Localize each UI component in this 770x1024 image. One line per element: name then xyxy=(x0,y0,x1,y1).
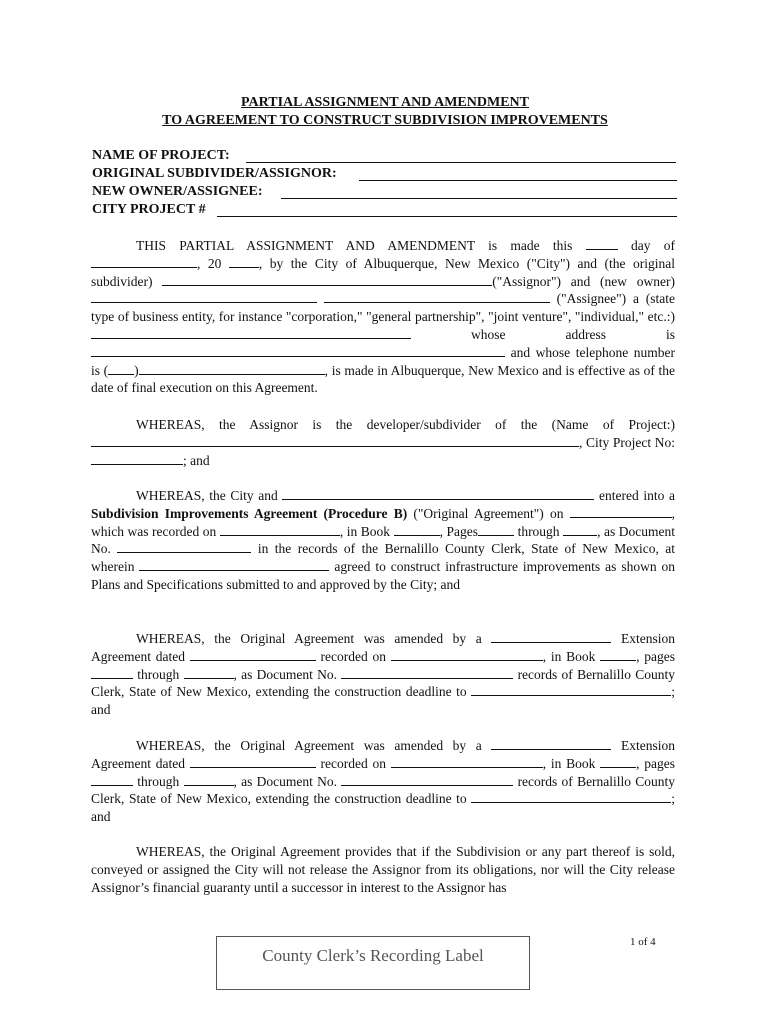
recording-label-text: County Clerk’s Recording Label xyxy=(262,946,484,965)
day-blank[interactable] xyxy=(586,237,618,250)
extension-book-blank[interactable] xyxy=(600,648,636,661)
extension-pages-to-blank-2[interactable] xyxy=(184,773,234,786)
extension-date-blank[interactable] xyxy=(190,648,316,661)
project-name-label: NAME OF PROJECT: xyxy=(92,148,230,163)
paragraph-whereas-1: WHEREAS, the Assignor is the developer/subdivider of the (Name of Project:) , City Project No: ; and xyxy=(91,416,675,469)
area-code-blank[interactable] xyxy=(108,362,134,375)
project-name-blank[interactable] xyxy=(91,434,579,447)
recorded-date-blank[interactable] xyxy=(220,523,340,536)
city-project-field[interactable] xyxy=(217,216,677,217)
extension-pages-to-blank[interactable] xyxy=(184,666,234,679)
deadline-blank[interactable] xyxy=(471,683,671,696)
recording-label-box xyxy=(216,936,530,990)
extension-type-blank-2[interactable] xyxy=(491,737,611,750)
extension-recorded-blank[interactable] xyxy=(391,648,543,661)
party-blank[interactable] xyxy=(282,487,594,500)
city-project-label: CITY PROJECT # xyxy=(92,202,206,217)
owner-field[interactable] xyxy=(281,198,677,199)
paragraph-whereas-5 xyxy=(91,843,675,896)
extension-book-blank-2[interactable] xyxy=(600,755,636,768)
telephone-blank[interactable] xyxy=(139,362,325,375)
entity-type-blank[interactable] xyxy=(91,326,411,339)
extension-document-blank-2[interactable] xyxy=(341,773,513,786)
extension-document-blank[interactable] xyxy=(341,666,513,679)
month-blank[interactable] xyxy=(91,255,197,268)
document-no-blank[interactable] xyxy=(117,540,251,553)
paragraph-whereas-4: WHEREAS, the Original Agreement was amended by a Extension Agreement dated recorded on , in Book , pages through , as Document No. records of Bernalillo County Clerk, State of New Mexico, extending the construction deadline to ; and xyxy=(91,738,676,825)
extension-pages-from-blank-2[interactable] xyxy=(91,773,133,786)
page-number: 1 of 4 xyxy=(630,936,656,948)
agreement-date-blank[interactable] xyxy=(570,505,672,518)
extension-type-blank[interactable] xyxy=(491,630,611,643)
owner-label: NEW OWNER/ASSIGNEE: xyxy=(92,184,263,199)
paragraph-whereas-2: WHEREAS, the City and entered into a Subdivision Improvements Agreement (Procedure B) ("Original Agreement") on , which was recorded on , in Book , Pages through , as Document No. in the records of the Bernalillo County Clerk, State of New Mexico, at wherein agreed to construct infrastructure improvements as shown on Plans and Specifications submitted to and approved by the City; and xyxy=(91,488,676,592)
extension-date-blank-2[interactable] xyxy=(190,755,316,768)
title-line-2: TO AGREEMENT TO CONSTRUCT SUBDIVISION IMPROVEMENTS xyxy=(162,113,608,128)
paragraph-whereas-3: WHEREAS, the Original Agreement was amended by a Extension Agreement dated recorded on , in Book , pages through , as Document No. records of Bernalillo County Clerk, State of New Mexico, extending the construction deadline to ; and xyxy=(91,631,676,718)
paragraph-whereas-5-text: WHEREAS, the Original Agreement provides that if the Subdivision or any part thereof is sold, conveyed or assigned the City will not release the Assignor from its obligations, nor will the City release Assignor’s financial guaranty until a successor in interest to the Assignor has xyxy=(91,844,675,895)
assignee-blank[interactable] xyxy=(324,290,550,303)
book-blank[interactable] xyxy=(394,523,440,536)
subdivider-blank[interactable] xyxy=(162,273,492,286)
address-blank[interactable] xyxy=(91,344,505,357)
city-project-no-blank[interactable] xyxy=(91,452,183,465)
project-name-field[interactable] xyxy=(246,162,676,163)
extension-pages-from-blank[interactable] xyxy=(91,666,133,679)
year-blank[interactable] xyxy=(229,255,259,268)
paragraph-preamble: THIS PARTIAL ASSIGNMENT AND AMENDMENT is made this day of , 20 , by the City of Albuquerque, New Mexico ("City") and (the original subdivider) ("Assignor") and (new owner) ("Assignee") a (state type of business entity, for instance "corporation," "general partnership", "joint venture", "individual," etc.:) whose address is and whose telephone number is ( ) , is made in Albuquerque, New Mexico and is effective as of the date of final execution on this Agreement. xyxy=(91,238,676,396)
pages-to-blank[interactable] xyxy=(563,523,597,536)
pages-from-blank[interactable] xyxy=(478,523,514,536)
deadline-blank-2[interactable] xyxy=(471,790,671,803)
wherein-party-blank[interactable] xyxy=(139,558,329,571)
extension-recorded-blank-2[interactable] xyxy=(391,755,543,768)
subdivider-field[interactable] xyxy=(359,180,677,181)
subdivider-label: ORIGINAL SUBDIVIDER/ASSIGNOR: xyxy=(92,166,337,181)
title-line-1: PARTIAL ASSIGNMENT AND AMENDMENT xyxy=(241,95,529,110)
new-owner-blank[interactable] xyxy=(91,290,317,303)
